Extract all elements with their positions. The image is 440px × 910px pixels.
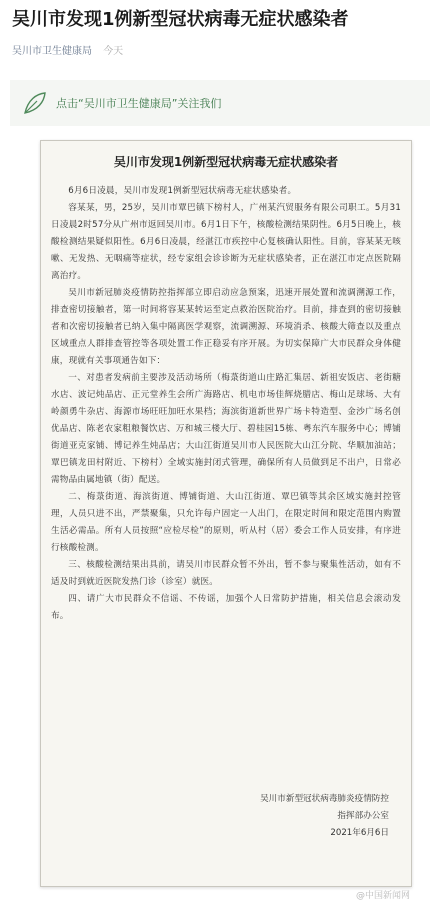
paragraph: 吴川市新冠肺炎疫情防控指挥部立即启动应急预案，迅速开展处置和流调溯源工作，排查密切接触者，第一时间将容某某转运至定点救治医院治疗。目前，排查到的密切接触者和次密切接触者已纳入集中隔离医学观察，流调溯源、环境消杀、核酸大筛查以及重点区域重点人群排查管控等各项处置工作正稳妥有序开展。为切实保障广大市民群众身体健康，现就有关事项通告如下： — [51, 288, 401, 366]
document-title: 吴川市发现1例新型冠状病毒无症状感染者 — [113, 155, 339, 169]
publish-date: 今天 — [103, 46, 124, 57]
paragraph: 一、对患者发病前主要涉及活动场所（梅菉街道山庄路汇集居、新祖安饭店、老街糖水店、波记炖品店、正元堂养生会所广海路店、机电市场佳辉烧腊店、梅山足球场、大有岭颜勇牛杂店、海源市场旺旺加旺水果档；海滨街道新世界广场卡特造型、金沙广场名创优品店、陈老农家粗粮餐饮店、万和城三楼大厅、碧桂园15栋、粤东汽车服务中心；博铺街道亚克家铺、博记养生炖品店；大山江街道吴川市人民医院大山江分院、华顺加油站；覃巴镇龙田村附近、下榜村）全域实施封闭式管理，确保所有人员做到足不出户，日常必需物品由属地镇（街）配送。 — [51, 373, 401, 485]
signature-office: 指挥部办公室 — [337, 811, 389, 821]
article-meta — [12, 42, 123, 57]
watermark: @中国新闻网 — [355, 891, 410, 901]
signature-org: 吴川市新型冠状病毒肺炎疫情防控 — [260, 794, 389, 804]
follow-prompt-text: 点击“吴川市卫生健康局”关注我们 — [56, 97, 222, 110]
source-account-link[interactable]: 吴川市卫生健康局 — [12, 46, 92, 57]
paragraph: 容某某，男，25岁，吴川市覃巴镇下榜村人，广州某汽贸服务有限公司职工。5月31日凌晨2时57分从广州市返回吴川市。6月1日下午，核酸检测结果阴性。6月5日晚上，核酸检测结果疑似阳性。6月6日凌晨，经湛江市疾控中心复核确认阳性。目前，容某某无咳嗽、无发热、无咽痛等症状，经专家组会诊诊断为无症状感染者，正在湛江市定点医院隔离治疗。 — [51, 203, 401, 281]
article-headline: 吴川市发现1例新型冠状病毒无症状感染者 — [12, 9, 349, 30]
document-body — [51, 183, 401, 625]
notice-document-image — [40, 140, 412, 887]
paragraph: 四、请广大市民群众不信谣、不传谣，加强个人日常防护措施，相关信息会滚动发布。 — [51, 594, 401, 621]
follow-banner[interactable] — [10, 80, 430, 126]
signature-date: 2021年6月6日 — [330, 828, 389, 838]
paragraph: 三、核酸检测结果出具前，请吴川市民群众暂不外出，暂不参与聚集性活动，如有不适及时到就近医院发热门诊（诊室）就医。 — [51, 560, 401, 587]
leaf-icon — [22, 90, 48, 120]
paragraph: 二、梅菉街道、海滨街道、博铺街道、大山江街道、覃巴镇等其余区域实施封控管理，人员只进不出，严禁聚集，只允许每户固定一人出门，在限定时间和限定范围内购置生活必需品。所有人员按照“应检尽检”的原则，听从村（居）委会工作人员安排，有序进行核酸检测。 — [51, 492, 401, 553]
document-signature — [260, 791, 389, 842]
paragraph: 6月6日凌晨，吴川市发现1例新型冠状病毒无症状感染者。 — [68, 186, 297, 196]
